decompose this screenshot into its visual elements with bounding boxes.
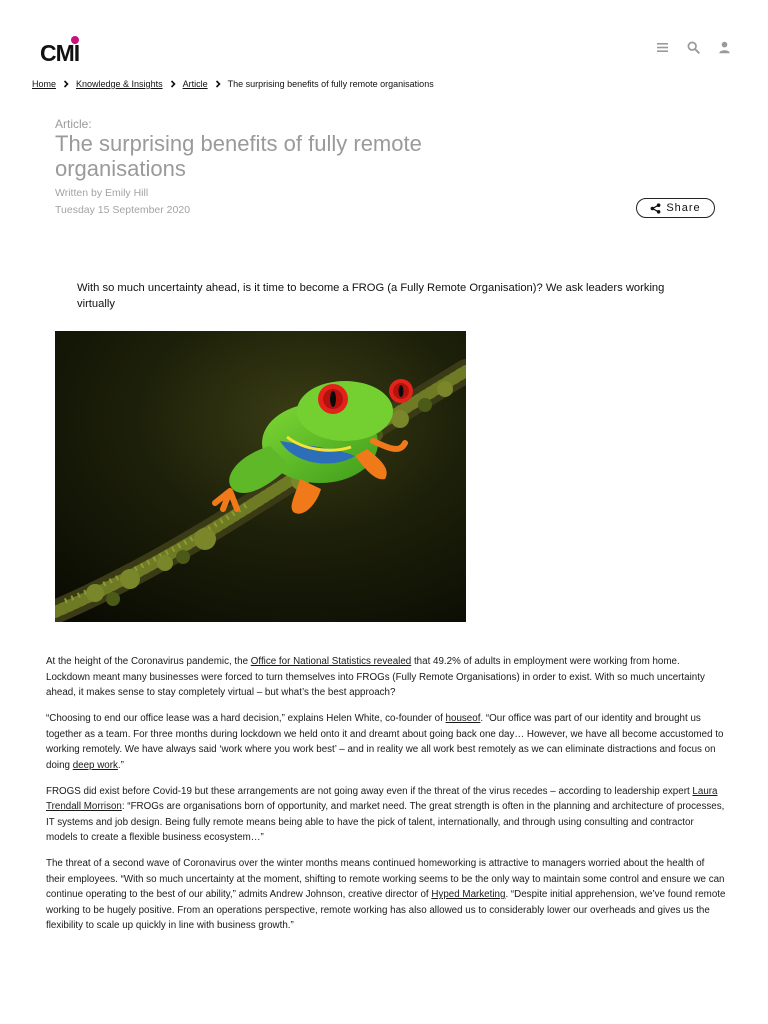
breadcrumb-knowledge-insights[interactable]: Knowledge & Insights xyxy=(76,79,163,89)
body-paragraph xyxy=(46,711,726,773)
breadcrumb-article[interactable]: Article xyxy=(182,79,208,89)
body-text-segment: .” xyxy=(117,759,124,771)
hyped-marketing-link[interactable]: Hyped Marketing xyxy=(431,889,506,900)
standfirst: With so much uncertainty ahead, is it time to become a FROG (a Fully Remote Organisation)? We ask leaders working virtually xyxy=(77,282,665,310)
ons-link[interactable]: Office for National Statistics revealed xyxy=(250,656,412,667)
body-text-segment: FROGS did exist before Covid-19 but these arrangements are not going away even if the threat of the virus recedes – according to leadership expert xyxy=(46,785,693,797)
houseof-link[interactable]: houseof xyxy=(445,713,481,724)
site-header xyxy=(0,0,768,76)
breadcrumb-home[interactable]: Home xyxy=(32,79,57,89)
article-body xyxy=(46,654,726,944)
cmi-logo[interactable] xyxy=(40,36,88,66)
share-icon xyxy=(650,203,661,214)
header-icons xyxy=(655,40,732,55)
chevron-right-icon xyxy=(214,80,222,88)
body-paragraph xyxy=(46,784,726,846)
body-paragraph xyxy=(46,856,726,934)
chevron-right-icon xyxy=(62,80,70,88)
article-type-label: Article: xyxy=(55,117,92,131)
publish-date: Tuesday 15 September 2020 xyxy=(55,204,191,216)
logo-text: CMI xyxy=(40,40,80,66)
chevron-right-icon xyxy=(169,80,177,88)
body-text-segment: . “Despite initial apprehension, we’ve found remote working to be hugely positive. From an operations perspective, remote working has also allowed us to considerably lower our overheads and gives us the flexibility to scale up quickly in line with business growth.” xyxy=(46,889,726,931)
user-icon[interactable] xyxy=(717,40,732,55)
hero-image-frog xyxy=(55,331,466,622)
body-text-segment: “Choosing to end our office lease was a hard decision,” explains Helen White, co-founder of xyxy=(46,713,446,724)
page-title: The surprising benefits of fully remote organisations xyxy=(55,131,422,181)
share-label: Share xyxy=(666,202,701,214)
search-icon[interactable] xyxy=(686,40,701,55)
deep-work-link[interactable]: deep work xyxy=(72,759,118,771)
breadcrumb xyxy=(32,79,434,89)
laura-trendall-morrison-link[interactable]: Laura Trendall Morrison xyxy=(46,785,718,812)
body-paragraph xyxy=(46,654,726,701)
body-text-segment: : “FROGs are organisations born of opportunity, and market need. The great strength is often in the planning and architecture of processes, IT systems and job design. Being fully remote means being able to have the pick of talent, internationally, and through using consulting and contractor models to create a flexible business ecosystem…” xyxy=(46,801,725,843)
body-text-segment: The threat of a second wave of Coronavirus over the winter months means continued homeworking is attractive to managers worried about the health of their employees. “With so much uncertainty at the moment, shifting to remote working seems to be the only way to maintain some control and ensure we can continue operating to the best of our ability,” admits Andrew Johnson, creative director of xyxy=(46,858,725,900)
body-text-segment: At the height of the Coronavirus pandemic, the xyxy=(46,656,251,667)
share-button[interactable] xyxy=(636,198,715,218)
body-text-segment: that 49.2% of adults in employment were working from home. Lockdown meant many businesses were forced to turn themselves into FROGs (Fully Remote Organisations) in order to exist. With so much uncertainty ahead, it makes sense to stay completely virtual – but what’s the best approach? xyxy=(46,656,705,698)
body-text-segment: . “Our office was part of our identity and brought us together as a team. For three months during lockdown we held onto it and dreamt about going back one day… However, we have all become accustomed to working remotely. We have always said ‘work where you work best’ – and in reality we all work best remotely as we can eliminate distractions and focus on doing xyxy=(46,713,724,771)
breadcrumb-current: The surprising benefits of fully remote organisations xyxy=(227,79,434,89)
menu-icon[interactable] xyxy=(655,40,670,55)
author-byline: Written by Emily Hill xyxy=(55,187,149,199)
